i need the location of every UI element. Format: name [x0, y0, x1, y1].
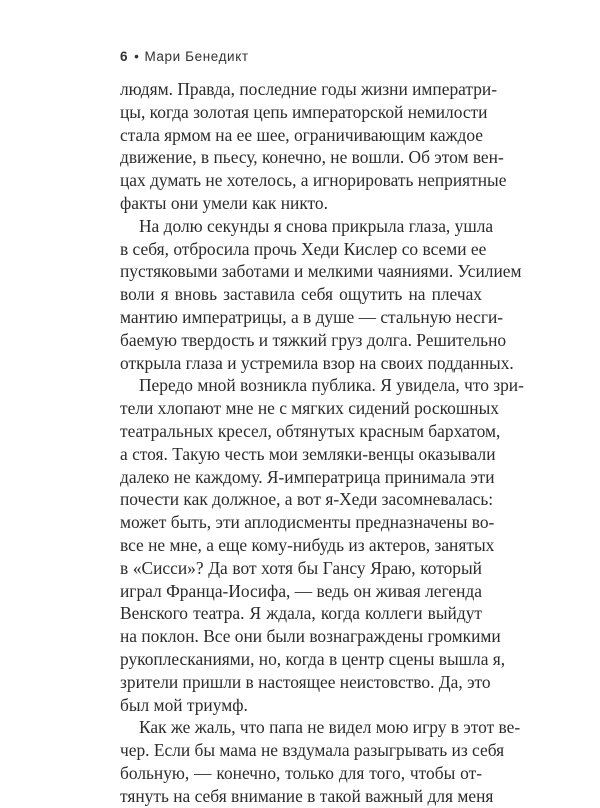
text-line: тели хлопают мне не с мягких сидений роскошных	[120, 398, 499, 419]
text-line: в «Сисси»? Да вот хотя бы Гансу Яраю, который	[120, 557, 482, 578]
text-line: факты они умели как никто.	[120, 192, 328, 213]
text-line: играл Франца-Иосифа, — ведь он живая легенда	[120, 580, 482, 601]
running-head	[120, 49, 249, 64]
text-line: Как же жаль, что папа не видел мою игру в этот ве-	[139, 717, 521, 738]
paragraph-2	[120, 215, 522, 375]
text-line: открыла глаза и устремила взор на своих подданных.	[120, 352, 514, 373]
author-name: Мари Бенедикт	[144, 49, 249, 64]
text-line: зрители пришли в настоящее неистовство. Да, это	[120, 671, 491, 692]
text-line: цы, когда золотая цепь императорской немилости	[120, 101, 488, 122]
paragraph-3	[120, 374, 524, 716]
text-line: в себя, отбросила прочь Хеди Кислер со всеми ее	[120, 238, 487, 259]
text-line: на поклон. Все они были вознаграждены громкими	[120, 626, 501, 647]
text-line: рукоплесканиями, но, когда в центр сцены вышла я,	[120, 648, 506, 669]
page-number: 6	[120, 49, 129, 64]
text-line: театральных кресел, обтянутых красным бархатом,	[120, 420, 501, 441]
text-line: все не мне, а еще кому-нибудь из актеров, занятых	[120, 534, 495, 555]
text-line: больную, — конечно, только для того, чтобы от-	[120, 762, 482, 783]
text-line: почести как должное, а вот я-Хеди засомневалась:	[120, 489, 494, 510]
text-line: людям. Правда, последние годы жизни императри-	[120, 79, 498, 99]
text-line: цах думать не хотелось, а игнорировать неприятные	[120, 170, 507, 191]
text-line: На долю секунды я снова прикрыла глаза, ушла	[139, 215, 494, 236]
paragraph-1	[120, 78, 507, 215]
text-line: был мой триумф.	[120, 694, 248, 715]
text-line: стала ярмом на ее шее, ограничивающим каждое	[120, 124, 484, 145]
text-line: далеко не каждому. Я-императрица принимала эти	[120, 466, 495, 487]
text-line: может быть, эти аплодисменты предназначены во-	[120, 512, 495, 533]
text-line: а стоя. Такую честь мои земляки-венцы оказывали	[120, 443, 496, 464]
text-line: Венского театра. Я ждала, когда коллеги выйдут	[120, 603, 482, 624]
paragraph-4	[120, 716, 521, 807]
text-line: движение, в пьесу, конечно, не вошли. Об этом вен-	[120, 147, 504, 168]
separator-bullet: •	[134, 49, 140, 64]
text-line: пустяковыми заботами и мелкими чаяниями. Усилием	[120, 261, 522, 282]
text-line: баемую твердость и тяжкий груз долга. Решительно	[120, 329, 507, 350]
body-text	[120, 78, 524, 808]
text-line: чер. Если бы мама не вздумала разыгрывать из себя	[120, 740, 505, 761]
text-line: воли я вновь заставила себя ощутить на плечах	[120, 284, 482, 305]
text-line: мантию императрицы, а в душе — стальную несги-	[120, 306, 504, 327]
text-line: тянуть на себя внимание в такой важный для меня	[120, 785, 494, 806]
text-line: Передо мной возникла публика. Я увидела, что зри-	[139, 375, 524, 396]
